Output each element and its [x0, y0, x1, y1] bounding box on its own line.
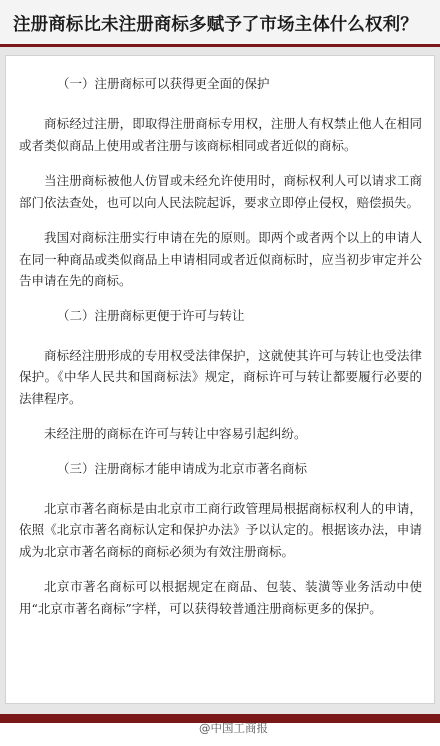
paragraph: 未经注册的商标在许可与转让中容易引起纠纷。	[44, 426, 307, 441]
source-watermark: @中国工商报	[199, 721, 268, 735]
section-heading-1: （一）注册商标可以获得更全面的保护	[57, 76, 270, 91]
section-heading-2: （二）注册商标更便于许可与转让	[57, 307, 245, 323]
paragraph: 我国对商标注册实行申请在先的原则。即两个或者两个以上的申请人在同一种商品或类似商品上申请相同或者近似商标时，应当初步审定并公告申请在先的商标。	[19, 230, 422, 288]
paragraph: 北京市著名商标可以根据规定在商品、包装、装潢等业务活动中使用“北京市著名商标”字样，可以获得较普通注册商标更多的保护。	[19, 579, 422, 616]
article-body	[5, 55, 435, 704]
paragraph: 当注册商标被他人仿冒或未经允许使用时，商标权利人可以请求工商部门依法查处，也可以向人民法院起诉，要求立即停止侵权，赔偿损失。	[19, 173, 422, 210]
title-bar	[0, 0, 440, 46]
section-heading-3: （三）注册商标才能申请成为北京市著名商标	[57, 460, 308, 476]
content-frame	[0, 47, 440, 714]
paragraph: 北京市著名商标是由北京市工商行政管理局根据商标权利人的申请，依照《北京市著名商标认定和保护办法》予以认定的。根据该办法，申请成为北京市著名商标的商标必须为有效注册商标。	[19, 500, 422, 559]
paragraph: 商标经注册形成的专用权受法律保护，这就使其许可与转让也受法律保护。《中华人民共和国商标法》规定，商标许可与转让都要履行必要的法律程序。	[19, 347, 422, 406]
paragraph: 商标经过注册，即取得注册商标专用权，注册人有权禁止他人在相同或者类似商品上使用或者注册与该商标相同或者近似的商标。	[19, 116, 422, 153]
page-title: 注册商标比未注册商标多赋予了市场主体什么权利？	[13, 14, 418, 35]
